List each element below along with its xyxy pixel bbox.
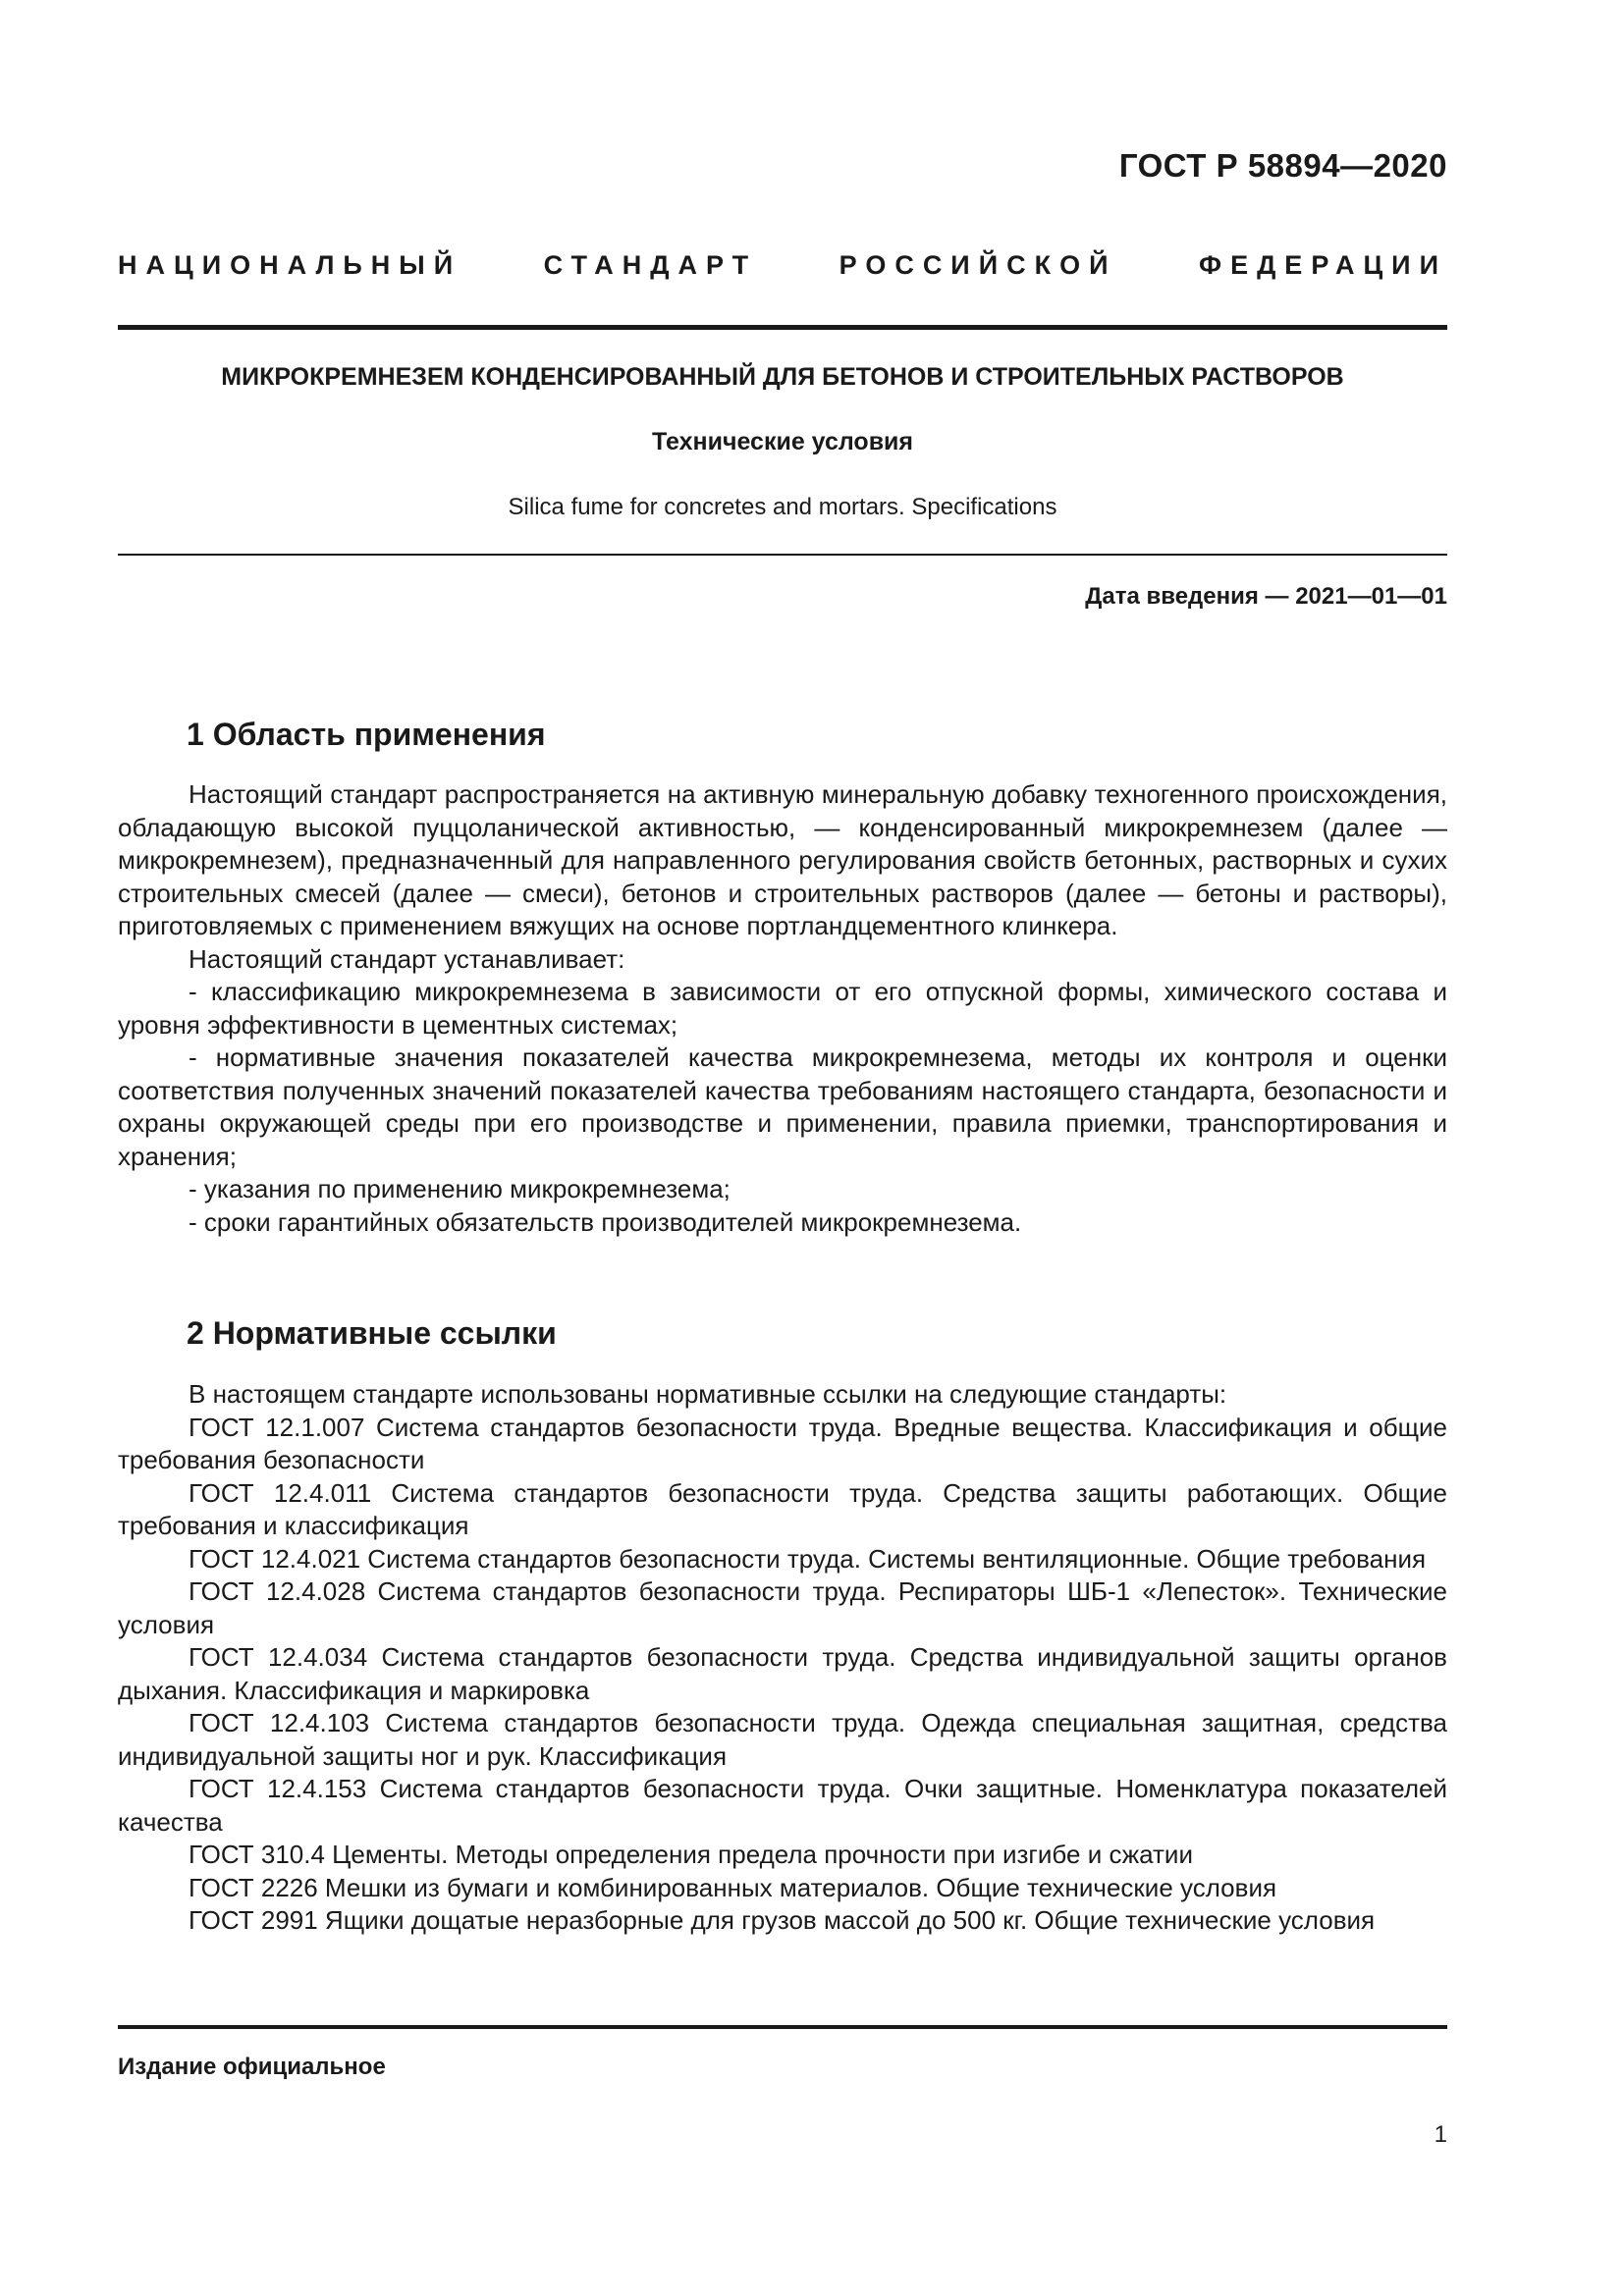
document-title: МИКРОКРЕМНЕЗЕМ КОНДЕНСИРОВАННЫЙ ДЛЯ БЕТОНОВ И СТРОИТЕЛЬНЫХ РАСТВОРОВ — [221, 363, 1344, 391]
official-edition-label: Издание официальное — [118, 2054, 386, 2080]
reference-item: ГОСТ 310.4 Цементы. Методы определения предела прочности при изгибе и сжатии — [189, 1840, 1193, 1869]
paragraph: В настоящем стандарте использованы нормативные ссылки на следующие стандарты: — [189, 1379, 1227, 1409]
reference-item: ГОСТ 12.4.153 Система стандартов безопасности труда. Очки защитные. Номенклатура показателей качества — [118, 1774, 1447, 1837]
page-number: 1 — [1434, 2121, 1447, 2148]
reference-item: ГОСТ 12.4.028 Система стандартов безопасности труда. Респираторы ШБ-1 «Лепесток». Технические условия — [118, 1576, 1447, 1639]
list-item: - указания по применению микрокремнезема; — [189, 1174, 731, 1203]
paragraph: Настоящий стандарт устанавливает: — [189, 943, 625, 974]
reference-item: ГОСТ 2226 Мешки из бумаги и комбинированных материалов. Общие технические условия — [189, 1872, 1277, 1902]
section-heading-references: 2 Нормативные ссылки — [187, 1315, 557, 1351]
national-standard-banner: НАЦИОНАЛЬНЫЙ СТАНДАРТ РОССИЙСКОЙ ФЕДЕРАЦИИ — [118, 250, 1447, 280]
section-body-references — [118, 1378, 1447, 1938]
reference-item: ГОСТ 12.4.011 Система стандартов безопасности труда. Средства защиты работающих. Общие требования и классификация — [118, 1477, 1447, 1540]
reference-item: ГОСТ 2991 Ящики дощатые неразборные для грузов массой до 500 кг. Общие технические условия — [189, 1905, 1376, 1935]
document-code: ГОСТ Р 58894—2020 — [1118, 147, 1447, 184]
footer-divider — [118, 2025, 1447, 2029]
reference-item: ГОСТ 12.4.034 Система стандартов безопасности труда. Средства индивидуальной защиты органов дыхания. Классификация и маркировка — [118, 1642, 1447, 1705]
introduction-date: Дата введения — 2021—01—01 — [1085, 583, 1447, 610]
header-divider — [118, 325, 1447, 330]
section-body-scope — [118, 778, 1447, 1239]
list-item: - классификацию микрокремнезема в зависимости от его отпускной формы, химического состава и уровня эффективности в цементных системах; — [118, 977, 1447, 1040]
reference-item: ГОСТ 12.4.021 Система стандартов безопасности труда. Системы вентиляционные. Общие требования — [189, 1543, 1427, 1574]
reference-item: ГОСТ 12.1.007 Система стандартов безопасности труда. Вредные вещества. Классификация и общие требования безопасности — [118, 1412, 1447, 1474]
paragraph: Настоящий стандарт распространяется на активную минеральную добавку техногенного происхождения, обладающую высокой пуццоланической активностью, — конденсированный микрокремнезем (далее — микрокремнезем), предназначенный для направленного регулирования свойств бетонных, растворных и сухих строительных смесей (далее — смеси), бетонов и строительных растворов (далее — бетоны и растворы), приготовляемых с применением вяжущих на основе портландцементного клинкера. — [118, 779, 1447, 940]
list-item: - нормативные значения показателей качества микрокремнезема, методы их контроля и оценки соответствия полученных значений показателей качества требованиям настоящего стандарта, безопасности и охраны окружающей среды при его производстве и применении, правила приемки, транспортирования и хранения; — [118, 1042, 1447, 1171]
list-item: - сроки гарантийных обязательств производителей микрокремнезема. — [189, 1206, 1022, 1237]
section-heading-scope: 1 Область применения — [187, 717, 546, 752]
title-divider — [118, 554, 1447, 556]
reference-item: ГОСТ 12.4.103 Система стандартов безопасности труда. Одежда специальная защитная, средства индивидуальной защиты ног и рук. Классификация — [118, 1708, 1447, 1771]
document-subtitle: Технические условия — [651, 428, 914, 455]
english-title: Silica fume for concretes and mortars. Specifications — [508, 494, 1057, 520]
